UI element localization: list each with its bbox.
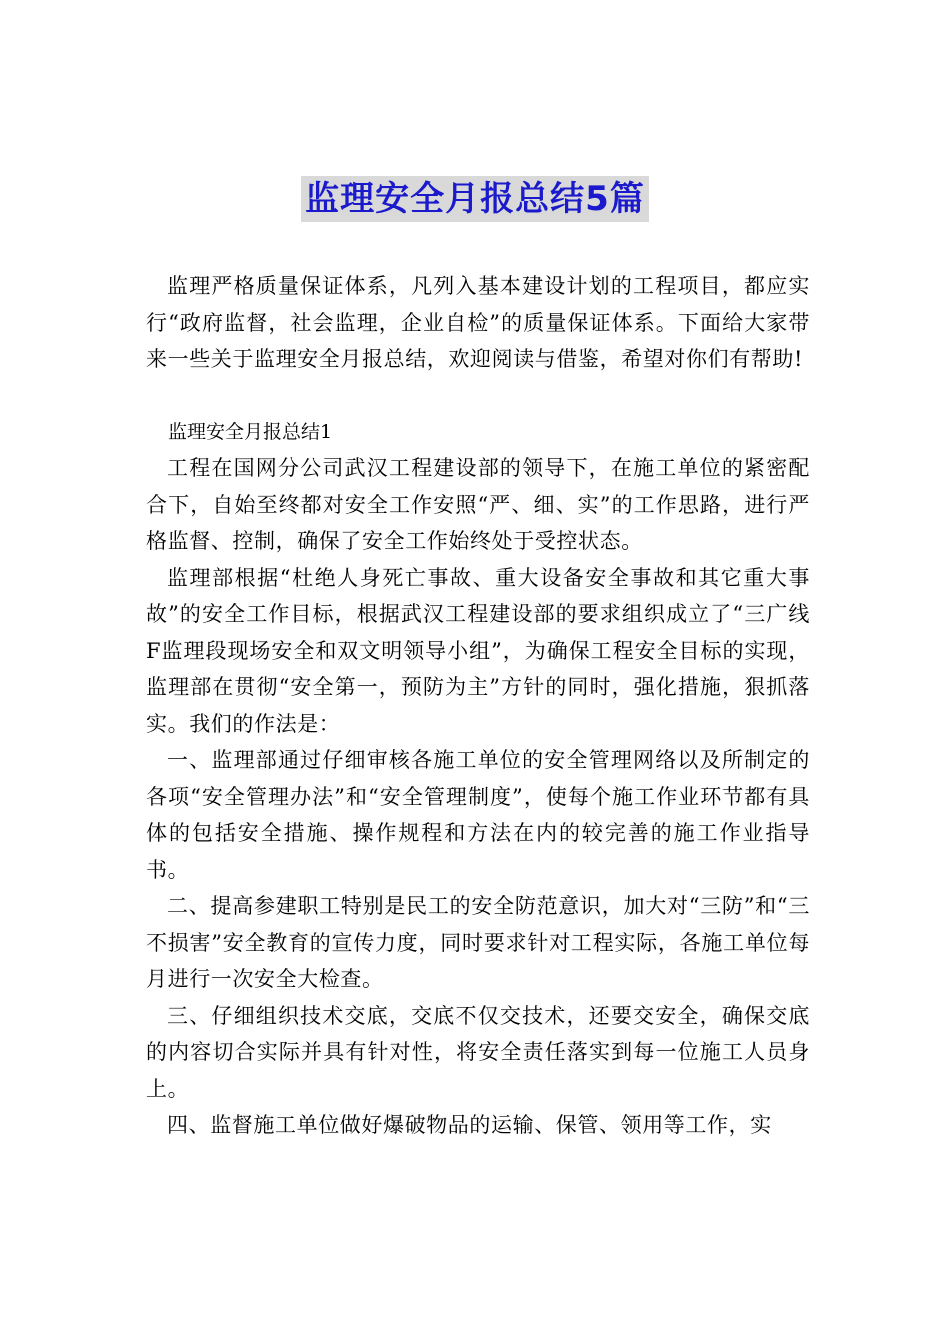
intro-paragraph: 监理严格质量保证体系，凡列入基本建设计划的工程项目，都应实行“政府监督，社会监理，企业自检”的质量保证体系。下面给大家带来一些关于监理安全月报总结，欢迎阅读与借鉴，希望对你们有帮助! — [146, 274, 810, 371]
document-body — [146, 268, 810, 1144]
body-paragraph: 三、仔细组织技术交底，交底不仅交技术，还要交安全，确保交底的内容切合实际并具有针对性，将安全责任落实到每一位施工人员身上。 — [146, 1003, 810, 1101]
body-paragraph: 工程在国网分公司武汉工程建设部的领导下，在施工单位的紧密配合下，自始至终都对安全工作安照“严、细、实”的工作思路，进行严格监督、控制，确保了安全工作始终处于受控状态。 — [146, 456, 810, 553]
section-heading: 监理安全月报总结1 — [168, 420, 333, 443]
body-paragraph: 一、监理部通过仔细审核各施工单位的安全管理网络以及所制定的各项“安全管理办法”和“安全管理制度”，使每个施工作业环节都有具体的包括安全措施、操作规程和方法在内的较完善的施工作业指导书。 — [146, 748, 810, 882]
body-paragraph: 二、提高参建职工特别是民工的安全防范意识，加大对“三防”和“三不损害”安全教育的宣传力度，同时要求针对工程实际，各施工单位每月进行一次安全大检查。 — [146, 894, 810, 991]
body-paragraph: 四、监督施工单位做好爆破物品的运输、保管、领用等工作，实 — [167, 1113, 772, 1137]
document-title: 监理安全月报总结5篇 — [301, 176, 649, 222]
title-container — [0, 176, 950, 222]
body-paragraph: 监理部根据“杜绝人身死亡事故、重大设备安全事故和其它重大事故”的安全工作目标，根据武汉工程建设部的要求组织成立了“三广线F监理段现场安全和双文明领导小组”，为确保工程安全目标的实现，监理部在贯彻“安全第一，预防为主”方针的同时，强化措施，狠抓落实。我们的作法是： — [146, 565, 810, 736]
